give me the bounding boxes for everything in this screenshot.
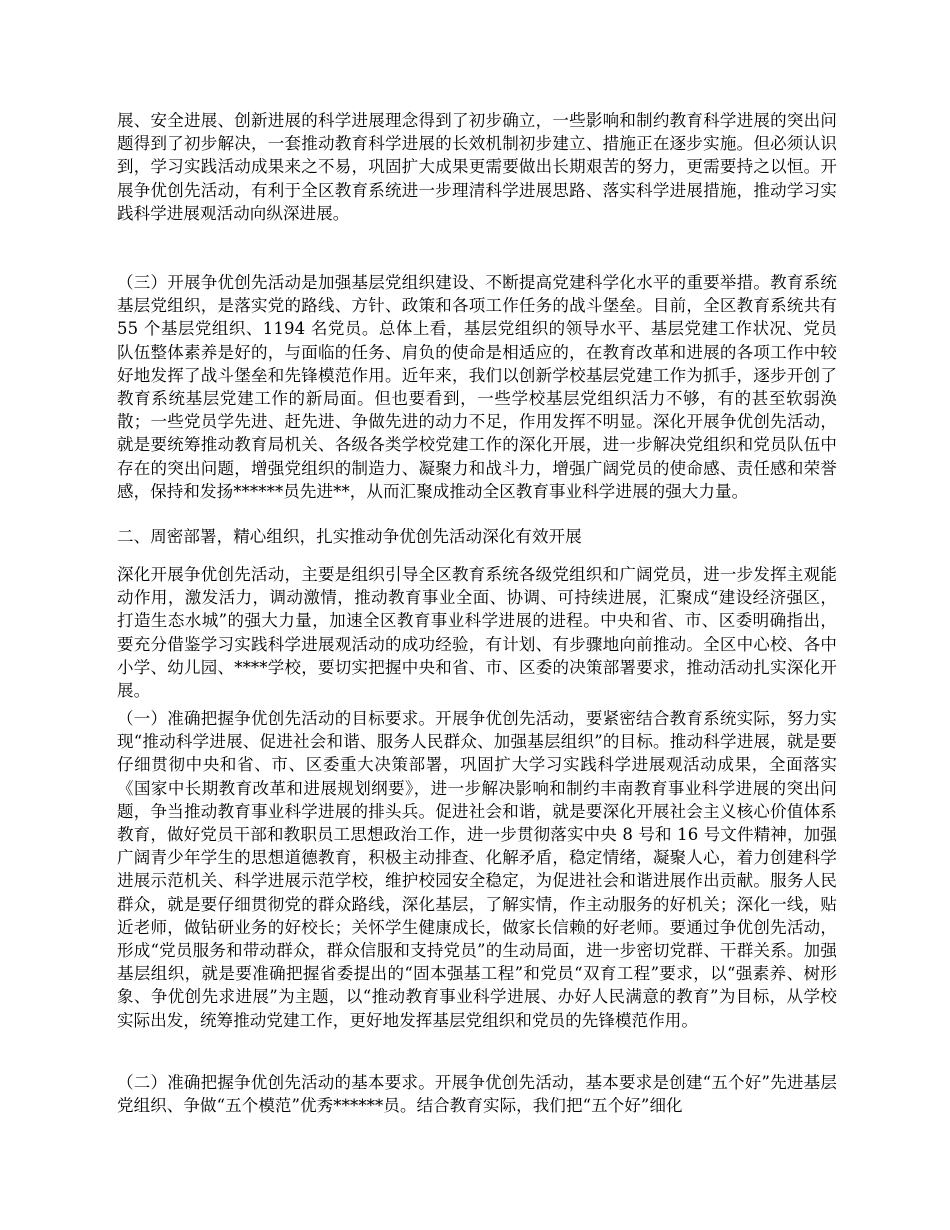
paragraph-development-concept: 展、安全进展、创新进展的科学进展理念得到了初步确立，一些影响和制约教育科学进展的突出问题得到了初步解决，一套推动教育科学进展的长效机制初步建立、措施正在逐步实施。但必须认识到，学习实践活动成果来之不易，巩固扩大成果更需要做出长期艰苦的努力，更需要持之以恒。开展争优创先活动，有利于全区教育系统进一步理清科学进展思路、落实科学进展措施，推动学习实践科学进展观活动向纵深进展。 (117, 111, 837, 223)
paragraph-target-requirements: （一）准确把握争优创先活动的目标要求。开展争优创先活动，要紧密结合教育系统实际，努力实现“推动科学进展、促进社会和谐、服务人民群众、加强基层组织”的目标。推动科学进展，就是要仔细贯彻中央和省、市、区委重大决策部署，巩固扩大学习实践科学进展观活动成果，全面落实《国家中长期教育改革和进展规划纲要》，进一步解决影响和制约丰南教育事业科学进展的突出问题，争当推动教育事业科学进展的排头兵。促进社会和谐，就是要深化开展社会主义核心价值体系教育，做好党员干部和教职员工思想政治工作，进一步贯彻落实中央 8 号和 16 号文件精神，加强广阔青少年学生的思想道德教育，积极主动排查、化解矛盾，稳定情绪，凝聚人心，着力创建科学进展示范机关、科学进展示范学校，维护校园安全稳定，为促进社会和谐进展作出贡献。服务人民群众，就是要仔细贯彻党的群众路线，深化基层，了解实情，作主动服务的好机关；深化一线，贴近老师，做钻研业务的好校长；关怀学生健康成长，做家长信赖的好老师。要通过争优创先活动，形成“党员服务和带动群众，群众信服和支持党员”的生动局面，进一步密切党群、干群关系。加强基层组织，就是要准确把握省委提出的“固本强基工程”和党员“双育工程”要求，以“强素养、树形象、争优创先求进展”为主题，以“推动教育事业科学进展、办好人民满意的教育”为目标，从学校实际出发，统筹推动党建工作，更好地发挥基层党组织和党员的先锋模范作用。 (117, 709, 837, 1030)
heading-section-two: 二、周密部署，精心组织，扎实推动争优创先活动深化有效开展 (117, 527, 582, 546)
paragraph-section-three: （三）开展争优创先活动是加强基层党组织建设、不断提高党建科学化水平的重要举措。教育系统基层党组织，是落实党的路线、方针、政策和各项工作任务的战斗堡垒。目前，全区教育系统共有 55 个基层党组织、1194 名党员。总体上看，基层党组织的领导水平、基层党建工作状况、党员队伍整体素养是好的，与面临的任务、肩负的使命是相适应的，在教育改革和进展的各项工作中较好地发挥了战斗堡垒和先锋模范作用。近年来，我们以创新学校基层党建工作为抓手，逐步开创了教育系统基层党建工作的新局面。但也要看到，一些学校基层党组织活力不够，有的甚至软弱涣散；一些党员学先进、赶先进、争做先进的动力不足，作用发挥不明显。深化开展争优创先活动，就是要统筹推动教育局机关、各级各类学校党建工作的深化开展，进一步解决党组织和党员队伍中存在的突出问题，增强党组织的制造力、凝聚力和战斗力，增强广阔党员的使命感、责任感和荣誉感，保持和发扬******员先进**，从而汇聚成推动全区教育事业科学进展的强大力量。 (117, 273, 837, 501)
paragraph-deepen-activity: 深化开展争优创先活动，主要是组织引导全区教育系统各级党组织和广阔党员，进一步发挥主观能动作用，激发活力，调动激情，推动教育事业全面、协调、可持续进展，汇聚成“建设经济强区，打造生态水城”的强大力量，加速全区教育事业科学进展的进程。中央和省、市、区委明确指出，要充分借鉴学习实践科学进展观活动的成功经验，有计划、有步骤地向前推动。全区中心校、各中小学、幼儿园、****学校，要切实把握中央和省、市、区委的决策部署要求，推动活动扎实深化开展。 (117, 565, 837, 701)
paragraph-basic-requirements: （二）准确把握争优创先活动的基本要求。开展争优创先活动，基本要求是创建“五个好”先进基层党组织、争做“五个模范”优秀******员。结合教育实际，我们把“五个好”细化 (117, 1073, 837, 1116)
